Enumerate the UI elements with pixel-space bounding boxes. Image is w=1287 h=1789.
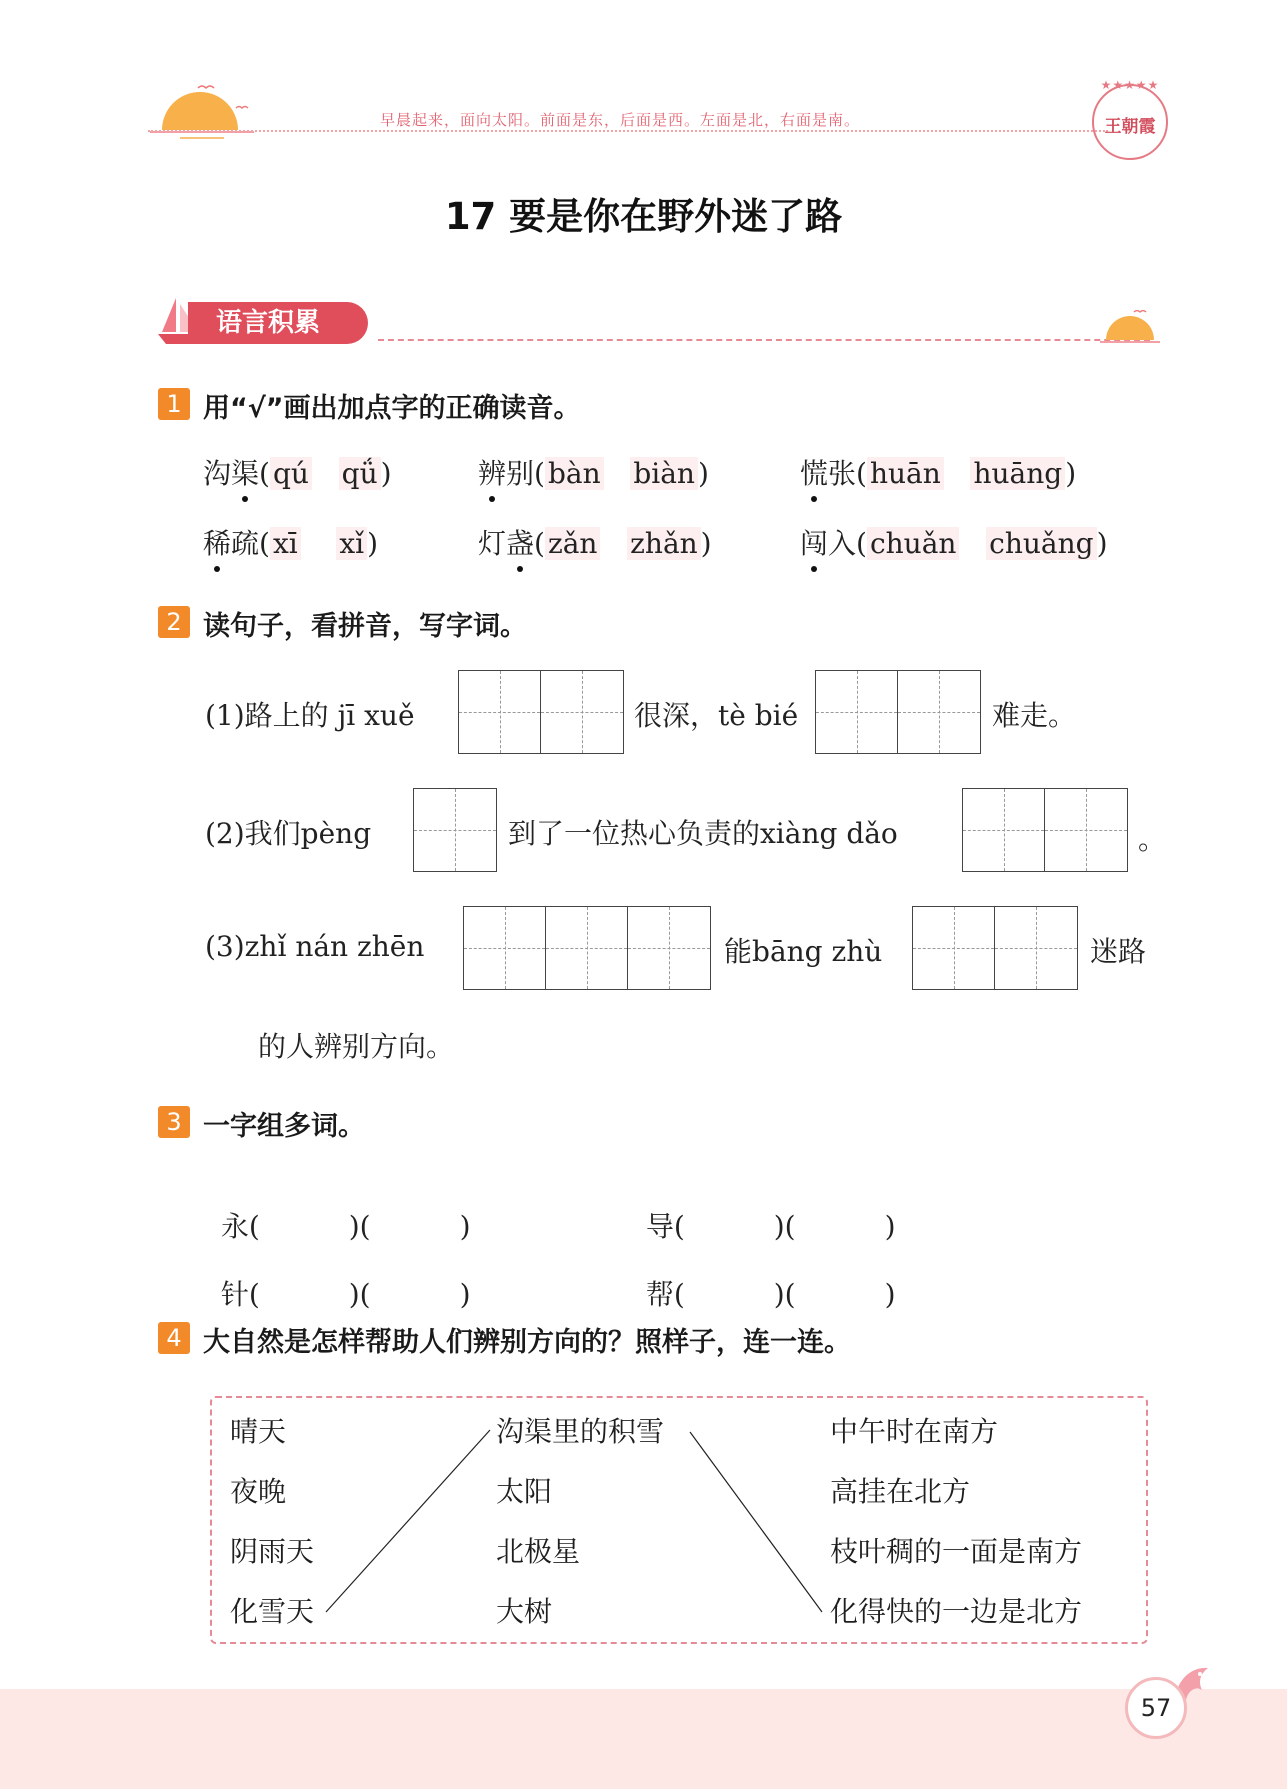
pinyin-option[interactable]: biàn — [630, 457, 698, 490]
question-number: 1 — [158, 388, 190, 420]
paren: ( — [259, 457, 270, 490]
root-char: 永 — [220, 1210, 249, 1243]
paren: ( — [534, 527, 545, 560]
clue-item[interactable]: 北极星 — [496, 1535, 581, 1568]
pinyin-hint: bāng zhù — [752, 935, 883, 968]
paren: ( — [856, 457, 867, 490]
word-char: 入 — [828, 527, 857, 560]
clue-item[interactable]: 大树 — [496, 1595, 553, 1628]
weather-item[interactable]: 阴雨天 — [230, 1535, 315, 1568]
pinyin-option[interactable]: qú — [270, 457, 312, 490]
root-char: 帮 — [645, 1278, 674, 1311]
pinyin-option[interactable]: xǐ — [336, 527, 367, 560]
section-label: 语言积累 — [188, 302, 368, 344]
pinyin-option[interactable]: huān — [867, 457, 944, 490]
paren: ) — [700, 527, 712, 560]
dotted-char: 盏 — [506, 527, 535, 560]
sentence-3-end: 迷路 — [1090, 935, 1147, 968]
pinyin-option[interactable]: zǎn — [545, 527, 600, 560]
paren: ) — [1096, 527, 1108, 560]
paren: ( — [534, 457, 545, 490]
dotted-char: 辨 — [478, 457, 507, 490]
weather-item[interactable]: 夜晚 — [230, 1475, 287, 1508]
paren: ) — [1065, 457, 1077, 490]
word-char: 沟 — [203, 457, 232, 490]
paren: ) — [380, 457, 392, 490]
sentence-3-continuation: 的人辨别方向。 — [258, 1030, 455, 1063]
pinyin-hint: xiàng dǎo — [760, 817, 898, 850]
weather-item[interactable]: 化雪天 — [230, 1595, 315, 1628]
pinyin-option[interactable]: chuǎng — [986, 527, 1096, 560]
direction-item[interactable]: 中午时在南方 — [830, 1415, 999, 1448]
motto-text: 早晨起来，面向太阳。前面是东，后面是西。左面是北，右面是南。 — [380, 111, 861, 129]
question-prompt: 大自然是怎样帮助人们辨别方向的？照样子，连一连。 — [203, 1327, 851, 1358]
pinyin-option[interactable]: chuǎn — [867, 527, 959, 560]
direction-item[interactable]: 高挂在北方 — [830, 1475, 971, 1508]
word-char: 张 — [828, 457, 857, 490]
word-char: 疏 — [231, 527, 260, 560]
dotted-char: 稀 — [203, 527, 232, 560]
page-number: 57 — [1125, 1677, 1187, 1739]
question-prompt: 一字组多词。 — [203, 1111, 365, 1142]
footer-band — [0, 1689, 1287, 1789]
direction-item[interactable]: 化得快的一边是北方 — [830, 1595, 1083, 1628]
sentence-text: (2)我们 — [205, 817, 301, 850]
word-char: 灯 — [478, 527, 507, 560]
word-char: 别 — [506, 457, 535, 490]
question-number: 4 — [158, 1322, 190, 1354]
root-char: 针 — [220, 1278, 249, 1311]
question-number: 2 — [158, 606, 190, 638]
blank[interactable]: ( )( ) — [673, 1278, 896, 1311]
weather-item[interactable]: 晴天 — [230, 1415, 287, 1448]
sentence-text: (3) — [205, 930, 245, 963]
match-line-ditch-to-north — [690, 1432, 822, 1612]
page-title: 17 要是你在野外迷了路 — [444, 195, 843, 238]
paren: ( — [856, 527, 867, 560]
dotted-char: 慌 — [800, 457, 829, 490]
pinyin-hint: jī xuě — [337, 699, 415, 732]
pinyin-hint: pèng — [300, 817, 372, 850]
sentence-1-end: 难走。 — [992, 699, 1077, 732]
blank[interactable]: ( )( ) — [248, 1278, 471, 1311]
paren: ) — [697, 457, 709, 490]
pinyin-hint: tè bié — [718, 699, 799, 732]
blank[interactable]: ( )( ) — [673, 1210, 896, 1243]
dotted-char: 渠 — [231, 457, 260, 490]
sentence-text: 能 — [724, 935, 753, 968]
clue-item[interactable]: 沟渠里的积雪 — [496, 1415, 665, 1448]
root-char: 导 — [645, 1210, 674, 1243]
dotted-char: 闯 — [800, 527, 829, 560]
pinyin-option[interactable]: huāng — [970, 457, 1065, 490]
match-line-snow-to-ditch — [326, 1430, 490, 1612]
sentence-text: 很深， — [634, 699, 719, 732]
sentence-2-end: 。 — [1138, 823, 1167, 856]
pinyin-option[interactable]: qǘ — [339, 457, 381, 490]
direction-item[interactable]: 枝叶稠的一面是南方 — [830, 1535, 1083, 1568]
pinyin-option[interactable]: xī — [270, 527, 301, 560]
question-number: 3 — [158, 1106, 190, 1138]
paren: ) — [367, 527, 379, 560]
clue-item[interactable]: 太阳 — [496, 1475, 553, 1508]
question-prompt: 读句子，看拼音，写字词。 — [203, 611, 527, 642]
paren: ( — [259, 527, 270, 560]
sentence-text: (1)路上的 — [205, 699, 329, 732]
pinyin-option[interactable]: bàn — [545, 457, 604, 490]
blank[interactable]: ( )( ) — [248, 1210, 471, 1243]
pinyin-hint: zhǐ nán zhēn — [244, 930, 425, 963]
sentence-text: 到了一位热心负责的 — [508, 817, 761, 850]
pinyin-option[interactable]: zhǎn — [627, 527, 701, 560]
stamp-text: 王朝霞 — [1104, 117, 1156, 137]
stamp-stars: ★★★★★ — [1100, 78, 1160, 92]
question-prompt: 用“√”画出加点字的正确读音。 — [203, 393, 581, 424]
